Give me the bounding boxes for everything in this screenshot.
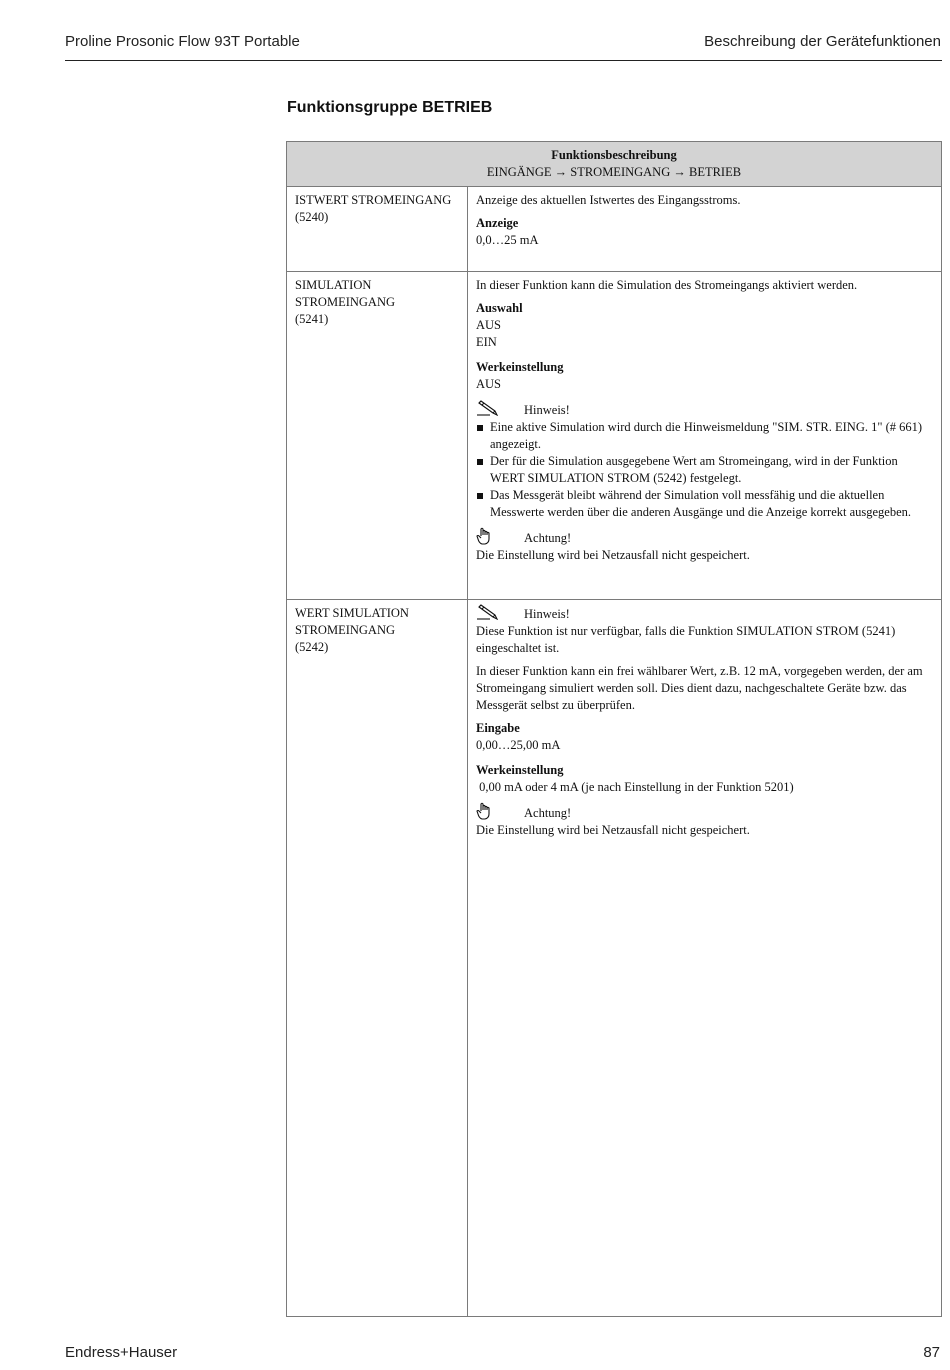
caution-label: Achtung! — [524, 530, 572, 545]
note-heading — [476, 401, 933, 419]
list-item: Eine aktive Simulation wird durch die Hinweismeldung "SIM. STR. EING. 1" (# 661) angezeigt. — [476, 419, 933, 453]
hand-icon — [476, 527, 524, 549]
list-item: Der für die Simulation ausgegebene Wert am Stromeingang, wird in der Funktion WERT SIMULATION STROM (5242) festgelegt. — [476, 453, 933, 487]
choice-option: AUS — [476, 318, 502, 332]
caution-text: Die Einstellung wird bei Netzausfall nicht gespeichert. — [476, 823, 750, 837]
caution-heading — [476, 804, 933, 822]
function-description-cell — [468, 600, 942, 1317]
table-row — [287, 600, 942, 1317]
hand-icon — [476, 802, 524, 824]
group-title: Funktionsgruppe BETRIEB — [287, 99, 493, 116]
factory-setting-label: Werkeinstellung — [476, 763, 564, 777]
table-header-title: Funktionsbeschreibung — [551, 148, 677, 162]
factory-setting-block — [476, 359, 933, 393]
function-name-line1: WERT SIMULATION — [295, 606, 409, 620]
page-number: 87 — [923, 1344, 940, 1361]
pencil-icon — [476, 400, 524, 420]
function-description-cell — [468, 272, 942, 600]
function-description-cell — [468, 187, 942, 272]
list-item: Das Messgerät bleibt während der Simulation voll messfähig und die aktuellen Messwerte werden über die anderen Ausgänge und die Anzeige korrekt ausgegeben. — [476, 487, 933, 521]
function-name-line1: SIMULATION — [295, 278, 372, 292]
pencil-icon — [476, 604, 524, 624]
factory-setting-label: Werkeinstellung — [476, 360, 564, 374]
choice-block — [476, 300, 933, 351]
display-value: 0,0…25 mA — [476, 233, 539, 247]
caution-label: Achtung! — [524, 805, 572, 820]
caution-heading — [476, 529, 933, 547]
description-text: In dieser Funktion kann die Simulation des Stromeingangs aktiviert werden. — [476, 278, 858, 292]
table-row — [287, 187, 942, 272]
note-heading — [476, 605, 933, 623]
function-name-line2: STROMEINGANG — [295, 623, 395, 637]
input-label: Eingabe — [476, 721, 520, 735]
footer-company: Endress+Hauser — [65, 1344, 178, 1361]
display-label: Anzeige — [476, 216, 519, 230]
note-label: Hinweis! — [524, 606, 570, 621]
function-code: (5242) — [295, 640, 329, 654]
choice-option: EIN — [476, 335, 497, 349]
factory-setting-block — [476, 762, 933, 796]
table-header-row — [287, 142, 942, 187]
function-code: (5241) — [295, 312, 329, 326]
input-block — [476, 720, 933, 754]
caution-text: Die Einstellung wird bei Netzausfall nicht gespeichert. — [476, 548, 750, 562]
function-name-cell — [287, 187, 468, 272]
function-table — [286, 141, 942, 1317]
factory-setting-value: 0,00 mA oder 4 mA (je nach Einstellung in der Funktion 5201) — [476, 780, 794, 794]
function-name-line2: STROMEINGANG — [295, 295, 395, 309]
note-label: Hinweis! — [524, 402, 570, 417]
choice-label: Auswahl — [476, 301, 523, 315]
header-rule — [65, 60, 942, 61]
input-range: 0,00…25,00 mA — [476, 738, 561, 752]
factory-setting-value: AUS — [476, 377, 502, 391]
header-product-name: Proline Prosonic Flow 93T Portable — [65, 33, 300, 50]
function-code: (5240) — [295, 210, 329, 224]
description-text: Anzeige des aktuellen Istwertes des Eingangsstroms. — [476, 193, 741, 207]
table-header-path: EINGÄNGE → STROMEINGANG → BETRIEB — [486, 165, 742, 179]
table-row — [287, 272, 942, 600]
note-text: Diese Funktion ist nur verfügbar, falls die Funktion SIMULATION STROM (5241) eingeschaltet ist. — [476, 624, 896, 655]
function-name-cell — [287, 600, 468, 1317]
note-list — [476, 419, 933, 521]
function-name: ISTWERT STROMEINGANG — [295, 193, 452, 207]
table-header — [287, 142, 942, 187]
header-section-title: Beschreibung der Gerätefunktionen — [704, 33, 941, 50]
function-name-cell — [287, 272, 468, 600]
description-text: In dieser Funktion kann ein frei wählbarer Wert, z.B. 12 mA, vorgegeben werden, der am Stromeingang simuliert werden soll. Dies dient dazu, nachgeschaltete Geräte bzw. das Messgerät selbst zu überprüfen. — [476, 664, 923, 712]
